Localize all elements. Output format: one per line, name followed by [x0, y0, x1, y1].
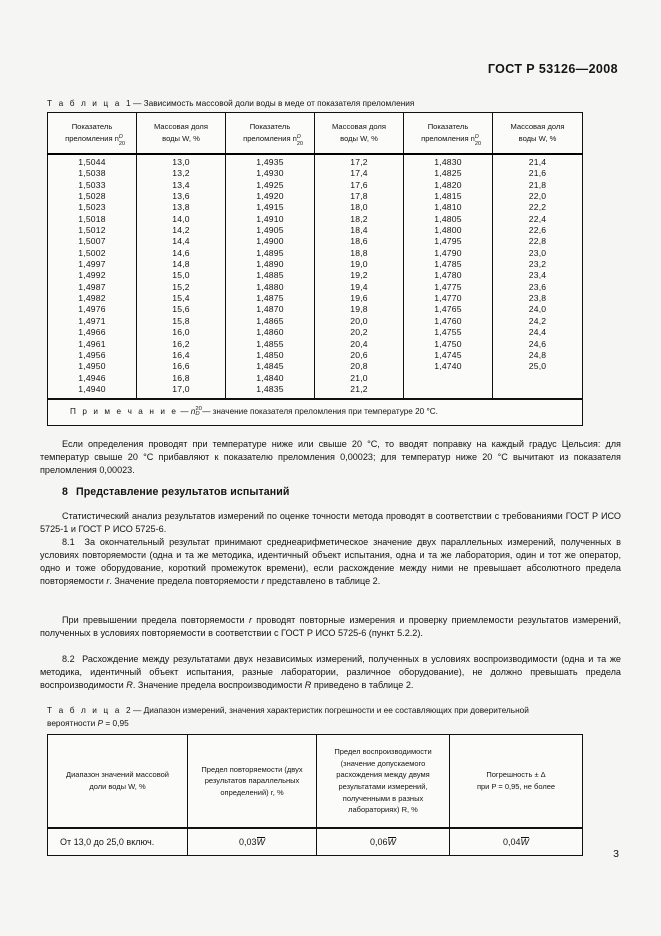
- table-cell-value: 18,4: [350, 225, 368, 236]
- table-cell-value: 1,5007: [78, 236, 106, 247]
- table2-uncertainty-cell: 0,04W: [450, 828, 583, 856]
- table1-col6-header: Массовая доля воды W, %: [493, 113, 583, 155]
- table-cell-value: 1,4865: [256, 315, 284, 326]
- table-cell-value: 16,8: [172, 372, 190, 383]
- table-cell-value: 1,5028: [78, 191, 106, 202]
- table-cell-value: 19,4: [350, 281, 368, 292]
- table-cell-value: 20,4: [350, 338, 368, 349]
- table-cell-value: 1,4976: [78, 304, 106, 315]
- table2-header-row: [48, 735, 583, 829]
- table1-header-row: [48, 113, 583, 155]
- table-cell-value: 1,4750: [434, 338, 462, 349]
- table1-col3-values: [226, 154, 315, 399]
- table1-note-label: П р и м е ч а н и е: [70, 407, 179, 417]
- table1-col1-values: [48, 154, 137, 399]
- table-cell-value: 1,4830: [434, 157, 462, 167]
- table-cell-value: 23,6: [528, 281, 547, 292]
- table-cell-value: 25,0: [528, 361, 547, 372]
- table-cell-value: 24,8: [528, 349, 547, 360]
- paragraph-8-1: 8.1 За окончательный результат принимают среднеарифметическое значение двух параллельных измерений, полученных в условиях повторяемости (одна и та же методика, идентичный объект испытания, одна и та же лаборатория, один и тот же оператор, одно и тоже оборудование, короткий промежуток времени), если расхождение между ними не превышает абсолютного предела повторяемости r. Значение предела повторяемости r представлено в таблице 2.: [40, 537, 621, 587]
- table-cell-value: 1,4895: [256, 247, 284, 258]
- table-cell-value: 21,6: [528, 168, 547, 179]
- table-cell-value: 23,4: [528, 270, 547, 281]
- table-cell-value: 21,2: [350, 383, 368, 394]
- table-cell-value: 1,4845: [256, 361, 284, 372]
- table1-note-row: [48, 399, 583, 426]
- table-cell-value: 19,0: [350, 259, 368, 270]
- table-cell-value: 22,8: [528, 236, 547, 247]
- table-cell-value: 20,8: [350, 361, 368, 372]
- table-cell-value: 1,5044: [78, 157, 106, 167]
- table-cell-value: 1,4940: [78, 383, 106, 394]
- table-cell-value: 1,4910: [256, 213, 284, 224]
- table-cell-value: 19,6: [350, 293, 368, 304]
- table-cell-value: 16,4: [172, 349, 190, 360]
- section-8-heading: 8 Представление результатов испытаний: [62, 486, 290, 498]
- table2-repeatability-cell: 0,03W: [188, 828, 317, 856]
- table-cell-value: 1,4982: [78, 293, 106, 304]
- table-refraction-water: [47, 112, 583, 426]
- table-cell-value: 18,8: [350, 247, 368, 258]
- table-cell-value: 15,2: [172, 281, 190, 292]
- table-cell-value: 20,0: [350, 315, 368, 326]
- table-cell-value: 20,2: [350, 327, 368, 338]
- table-cell-value: 21,8: [528, 179, 547, 190]
- table1-caption: [47, 97, 587, 110]
- table-cell-value: 1,4740: [434, 361, 462, 372]
- table-cell-value: 1,4900: [256, 236, 284, 247]
- table1-note-text: — значение показателя преломления при температуре 20 °C.: [202, 407, 438, 417]
- table-cell-value: 1,4850: [256, 349, 284, 360]
- table-cell-value: 24,6: [528, 338, 547, 349]
- table-cell-value: 24,2: [528, 315, 547, 326]
- table1-col4-values: [315, 154, 404, 399]
- table2-caption: Т а б л и ц а 2 — Диапазон измерений, значения характеристик погрешности и ее составляющих при доверительной вероятности P = 0,95: [47, 705, 529, 728]
- table-cell-value: 21,4: [528, 157, 547, 167]
- table-cell-value: 1,4930: [256, 168, 284, 179]
- table-cell-value: 1,4925: [256, 179, 284, 190]
- table-cell-value: 15,6: [172, 304, 190, 315]
- table-cell-value: 1,4795: [434, 236, 462, 247]
- table1-col6-values: [493, 154, 583, 399]
- table-cell-value: 15,8: [172, 315, 190, 326]
- table-cell-value: 13,8: [172, 202, 190, 213]
- table-cell-value: 17,2: [350, 157, 368, 167]
- table2-data-row: [48, 828, 583, 856]
- table-cell-value: 18,2: [350, 213, 368, 224]
- table-cell-value: 23,8: [528, 293, 547, 304]
- table-cell-value: 22,6: [528, 225, 547, 236]
- table-cell-value: 1,4961: [78, 338, 106, 349]
- table-cell-value: 17,6: [350, 179, 368, 190]
- table-precision-characteristics: [47, 734, 583, 856]
- table-cell-value: 1,4755: [434, 327, 462, 338]
- table2-caption-prefix: Т а б л и ц а: [47, 705, 122, 715]
- table-cell-value: 1,5012: [78, 225, 106, 236]
- table-cell-value: 18,6: [350, 236, 368, 247]
- table-cell-value: 19,2: [350, 270, 368, 281]
- table-cell-value: 1,4880: [256, 281, 284, 292]
- table-cell-value: 1,4745: [434, 349, 462, 360]
- table-cell-value: 1,4870: [256, 304, 284, 315]
- table-cell-value: 17,8: [350, 191, 368, 202]
- table-cell-value: 1,4875: [256, 293, 284, 304]
- table-cell-value: 23,0: [528, 247, 547, 258]
- paragraph-8-2: 8.2 Расхождение между результатами двух независимых измерений, полученных в условиях воспроизводимости (одна и та же методика, идентичный объект испытания, разные лаборатории, различное оборудование), не должно превышать предела воспроизводимости R. Значение предела воспроизводимости R приведено в таблице 2.: [40, 654, 621, 691]
- table2-col2-header: Предел повторяемости (двух результатов параллельных определений) r, %: [188, 735, 317, 829]
- table-cell-value: 1,4820: [434, 179, 462, 190]
- table-cell-value: 1,4810: [434, 202, 462, 213]
- table-cell-value: 1,5038: [78, 168, 106, 179]
- table1-col2-header: Массовая доля воды W, %: [137, 113, 226, 155]
- table2-caption-text: — Диапазон измерений, значения характеристик погрешности и ее составляющих при доверительной вероятности: [47, 705, 529, 728]
- table-cell-value: 24,4: [528, 327, 547, 338]
- table-cell-value: 13,4: [172, 179, 190, 190]
- table-cell-value: 14,0: [172, 213, 190, 224]
- table2-col3-header: Предел воспроизводимости (значение допускаемого расхождения между двумя результатами измерений, полученными в разных лабораториях) R, %: [317, 735, 450, 829]
- table-cell-value: 22,2: [528, 202, 547, 213]
- table-cell-value: 1,4946: [78, 372, 106, 383]
- table-cell-value: 1,4935: [256, 157, 284, 167]
- table2-caption-number: 2: [126, 705, 131, 715]
- table-cell-value: 1,4765: [434, 304, 462, 315]
- table1-caption-prefix: Т а б л и ц а: [47, 98, 122, 108]
- table1-col1-header: Показатель преломления n D 20: [48, 113, 137, 155]
- table-cell-value: 1,4992: [78, 270, 106, 281]
- table-cell-value: 1,4805: [434, 213, 462, 224]
- table1-col3-header: Показатель преломления n D 20: [226, 113, 315, 155]
- table-cell-value: 13,2: [172, 168, 190, 179]
- table-cell-value: 1,4785: [434, 259, 462, 270]
- table-cell-value: 1,5002: [78, 247, 106, 258]
- table-cell-value: 1,4860: [256, 327, 284, 338]
- table-cell-value: 1,4920: [256, 191, 284, 202]
- table-cell-value: 17,4: [350, 168, 368, 179]
- table-cell-value: 1,4885: [256, 270, 284, 281]
- table-cell-value: 16,6: [172, 361, 190, 372]
- table-cell-value: 1,4780: [434, 270, 462, 281]
- table1-col4-header: Массовая доля воды W, %: [315, 113, 404, 155]
- paragraph-statistical-analysis: Статистический анализ результатов измерений по оценке точности метода проводят в соответствии с требованиями ГОСТ Р ИСО 5725-1 и ГОСТ Р ИСО 5725-6.: [40, 511, 621, 535]
- table-cell-value: 1,4770: [434, 293, 462, 304]
- table-cell-value: 13,0: [172, 157, 190, 167]
- table2-col1-header: Диапазон значений массовой доли воды W, %: [48, 735, 188, 829]
- table2-col4-header: Погрешность ± Δ при P = 0,95, не более: [450, 735, 583, 829]
- table-cell-value: 19,8: [350, 304, 368, 315]
- table1-caption-text: — Зависимость массовой доли воды в меде от показателя преломления: [132, 98, 415, 108]
- table-cell-value: 16,0: [172, 327, 190, 338]
- table-cell-value: 1,4855: [256, 338, 284, 349]
- table-cell-value: 14,2: [172, 225, 190, 236]
- paragraph-temperature-correction: Если определения проводят при температуре ниже или свыше 20 °C, то вводят поправку на каждый градус Цельсия: для температур свыше 20 °C прибавляют к показателю преломления 0,00023; для температур ниже 20 °C вычитают из показателя преломления 0,00023.: [40, 439, 621, 476]
- table-cell-value: 1,4840: [256, 372, 284, 383]
- table-cell-value: 1,4966: [78, 327, 106, 338]
- table-cell-value: 1,4956: [78, 349, 106, 360]
- table1-col5-values: [404, 154, 493, 399]
- paragraph-repeatability-exceed: При превышении предела повторяемости r проводят повторные измерения и проверку приемлемости результатов измерений, полученных в условиях повторяемости в соответствии с ГОСТ Р ИСО 5725-6 (пункт 5.2.2).: [40, 615, 622, 639]
- table-cell-value: 24,0: [528, 304, 547, 315]
- table-cell-value: 1,4835: [256, 383, 284, 394]
- table-cell-value: 16,2: [172, 338, 190, 349]
- table-cell-value: 22,0: [528, 191, 547, 202]
- standard-header: ГОСТ Р 53126—2008: [487, 62, 618, 76]
- table-cell-value: 1,4825: [434, 168, 462, 179]
- table-cell-value: 1,4987: [78, 281, 106, 292]
- table1-caption-number: 1: [126, 98, 131, 108]
- table1-note: П р и м е ч а н и е — n D 20 — значение показателя преломления при температуре 20 °C.: [48, 399, 583, 426]
- table-cell-value: 14,4: [172, 236, 190, 247]
- table-cell-value: 17,0: [172, 383, 190, 394]
- table2-range-cell: От 13,0 до 25,0 включ.: [48, 828, 188, 856]
- page-number: 3: [613, 848, 619, 860]
- table-cell-value: 23,2: [528, 259, 547, 270]
- table2-reproducibility-cell: 0,06W: [317, 828, 450, 856]
- table-cell-value: 15,4: [172, 293, 190, 304]
- table-cell-value: 1,5023: [78, 202, 106, 213]
- table-cell-value: 22,4: [528, 213, 547, 224]
- table-cell-value: 1,4775: [434, 281, 462, 292]
- table-cell-value: 1,4950: [78, 361, 106, 372]
- table1-col2-values: [137, 154, 226, 399]
- table-cell-value: 13,6: [172, 191, 190, 202]
- table-cell-value: 18,0: [350, 202, 368, 213]
- table-cell-value: 15,0: [172, 270, 190, 281]
- table-cell-value: 1,4790: [434, 247, 462, 258]
- table1-col5-header: Показатель преломления n D 20: [404, 113, 493, 155]
- table-cell-value: 21,0: [350, 372, 368, 383]
- table-cell-value: 1,4997: [78, 259, 106, 270]
- table-cell-value: 1,4905: [256, 225, 284, 236]
- table1-data-row: [48, 154, 583, 399]
- table-cell-value: 1,4760: [434, 315, 462, 326]
- table-cell-value: 20,6: [350, 349, 368, 360]
- table-cell-value: 1,5018: [78, 213, 106, 224]
- table-cell-value: 1,5033: [78, 179, 106, 190]
- table-cell-value: 1,4815: [434, 191, 462, 202]
- table-cell-value: 14,8: [172, 259, 190, 270]
- table-cell-value: 1,4915: [256, 202, 284, 213]
- table-cell-value: 14,6: [172, 247, 190, 258]
- table-cell-value: 1,4971: [78, 315, 106, 326]
- table-cell-value: 1,4890: [256, 259, 284, 270]
- table-cell-value: 1,4800: [434, 225, 462, 236]
